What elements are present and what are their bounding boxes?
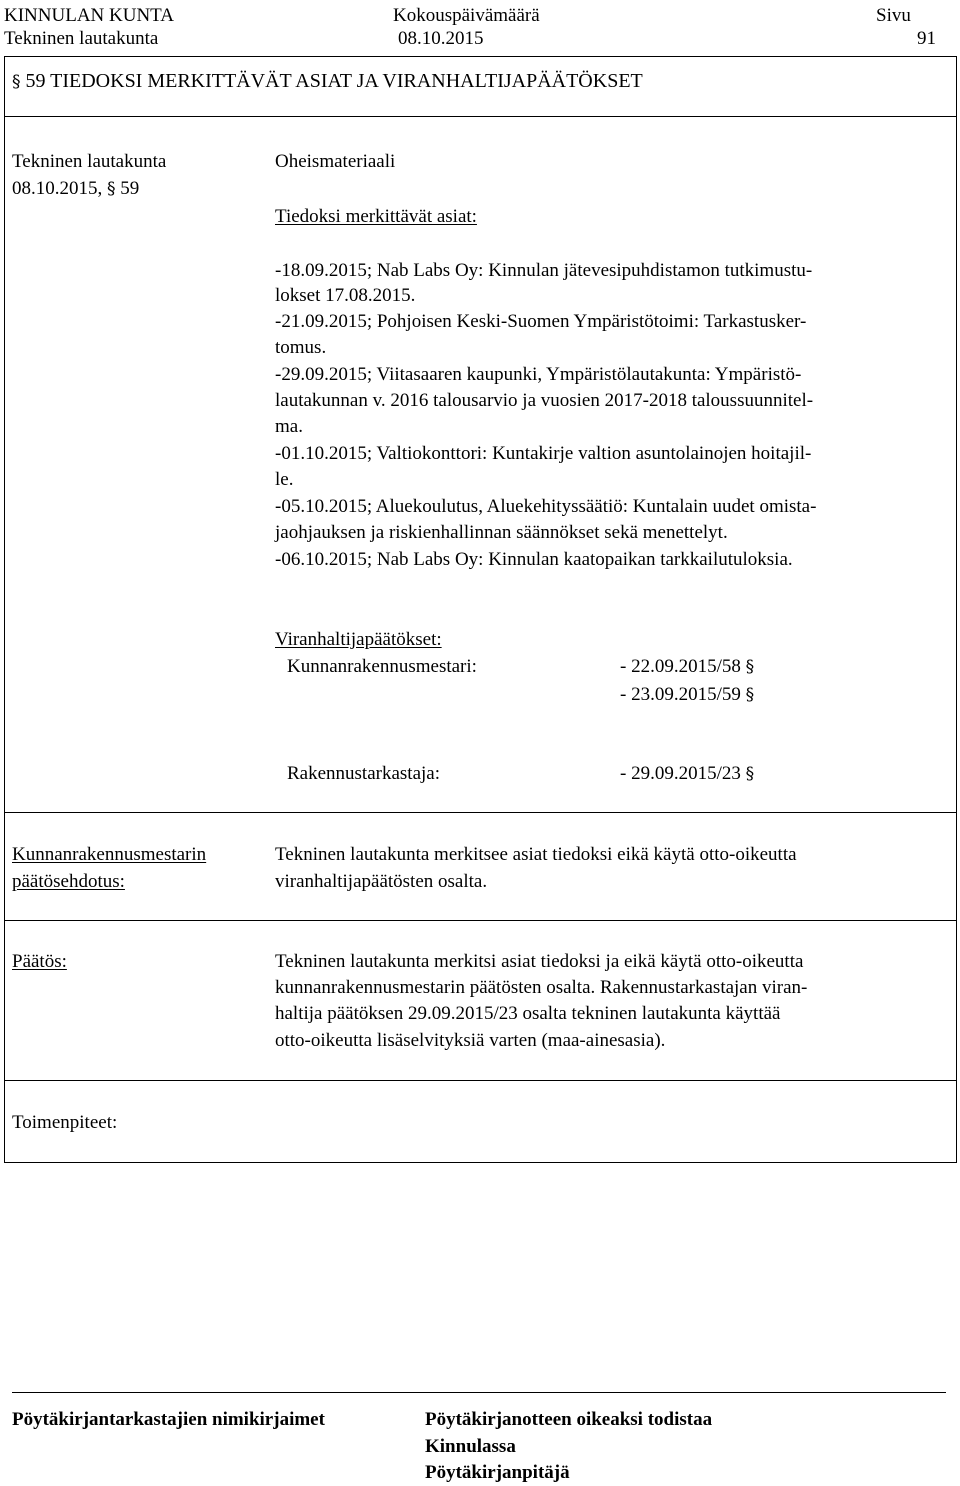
section-title [12,70,643,94]
decision-text-line: haltija päätöksen 29.09.2015/23 osalta tekninen lautakunta käyttää [275,1003,781,1024]
info-item-line: -05.10.2015; Aluekoulutus, Aluekehityssäätiö: Kuntalain uudet omista- [275,496,817,517]
attachment-label: Oheismateriaali [275,151,396,172]
divider-actions [4,1080,957,1081]
official-decisions-heading: Viranhaltijapäätökset: [275,629,442,650]
left-ref-date: 08.10.2015, [12,178,103,199]
info-item-line: -29.09.2015; Viitasaaren kaupunki, Ympäristölautakunta: Ympäristö- [275,364,802,385]
decision-text-line: kunnanrakennusmestarin päätösten osalta. Rakennustarkastajan viran- [275,977,808,998]
proposal-text-line: Tekninen lautakunta merkitsee asiat tiedoksi eikä käytä otto-oikeutta [275,844,797,865]
proposal-label-line2: päätösehdotus: [12,871,125,892]
section-sign-icon: § [12,72,21,92]
decision-role: Kunnanrakennusmestari: [287,656,477,677]
info-item-line: ma. [275,416,303,437]
info-items-heading: Tiedoksi merkittävät asiat: [275,206,477,227]
actions-label: Toimenpiteet: [12,1112,118,1133]
info-item-line: -18.09.2015; Nab Labs Oy: Kinnulan jätevesipuhdistamon tutkimustu- [275,260,813,281]
divider-decision [4,920,957,921]
divider-bottom [4,1162,957,1163]
info-item-line: -21.09.2015; Pohjoisen Keski-Suomen Ympäristötoimi: Tarkastusker- [275,311,807,332]
decision-text-line: Tekninen lautakunta merkitsi asiat tiedoksi ja eikä käytä otto-oikeutta [275,951,804,972]
left-ref-line2 [12,177,139,201]
left-ref-number: 59 [120,178,140,199]
section-sign-icon: § [745,764,755,784]
section-sign-icon: § [107,179,116,199]
info-item-line: -06.10.2015; Nab Labs Oy: Kinnulan kaatopaikan tarkkailutuloksia. [275,549,793,570]
decision-ref [620,683,754,707]
footer-secretary: Pöytäkirjanpitäjä [425,1462,570,1483]
decision-text-line: otto-oikeutta lisäselvityksiä varten (maa-ainesasia). [275,1030,666,1051]
info-item-line: -01.10.2015; Valtiokonttori: Kuntakirje valtion asuntolainojen hoitajil- [275,443,812,464]
frame-right [956,56,957,1163]
decision-ref-text: - 22.09.2015/58 [620,656,741,677]
section-sign-icon: § [745,657,755,677]
decision-ref [620,655,754,679]
info-item-line: lautakunnan v. 2016 talousarvio ja vuosien 2017-2018 taloussuunnitel- [275,390,814,411]
meeting-date: 08.10.2015 [398,28,484,49]
section-title-text: 59 TIEDOKSI MERKITTÄVÄT ASIAT JA VIRANHALTIJAPÄÄTÖKSET [25,70,643,92]
footer-certify-label: Pöytäkirjanotteen oikeaksi todistaa [425,1409,713,1430]
footer-place: Kinnulassa [425,1436,516,1457]
left-ref-line1: Tekninen lautakunta [12,151,167,172]
proposal-label-line1: Kunnanrakennusmestarin [12,844,207,865]
decision-role: Rakennustarkastaja: [287,763,441,784]
decision-ref [620,762,754,786]
divider-proposal [4,812,957,813]
decision-label: Päätös: [12,951,67,972]
page-number: 91 [917,28,936,49]
meeting-date-label: Kokouspäivämäärä [393,5,540,26]
info-item-line: lokset 17.08.2015. [275,285,416,306]
divider-title [4,116,957,117]
municipality-name: KINNULAN KUNTA [4,5,174,26]
divider-top [4,56,957,57]
decision-ref-text: - 29.09.2015/23 [620,763,741,784]
proposal-text-line: viranhaltijapäätösten osalta. [275,871,488,892]
info-item-line: le. [275,469,294,490]
info-item-line: jaohjauksen ja riskienhallinnan säännökset sekä menettelyt. [275,522,728,543]
decision-ref-text: - 23.09.2015/59 [620,684,741,705]
committee-name: Tekninen lautakunta [4,28,159,49]
footer-rule [12,1392,946,1393]
section-sign-icon: § [745,685,755,705]
frame-left [4,56,5,1163]
footer-initials-label: Pöytäkirjantarkastajien nimikirjaimet [12,1409,325,1430]
info-item-line: tomus. [275,337,327,358]
page-label: Sivu [876,5,911,26]
